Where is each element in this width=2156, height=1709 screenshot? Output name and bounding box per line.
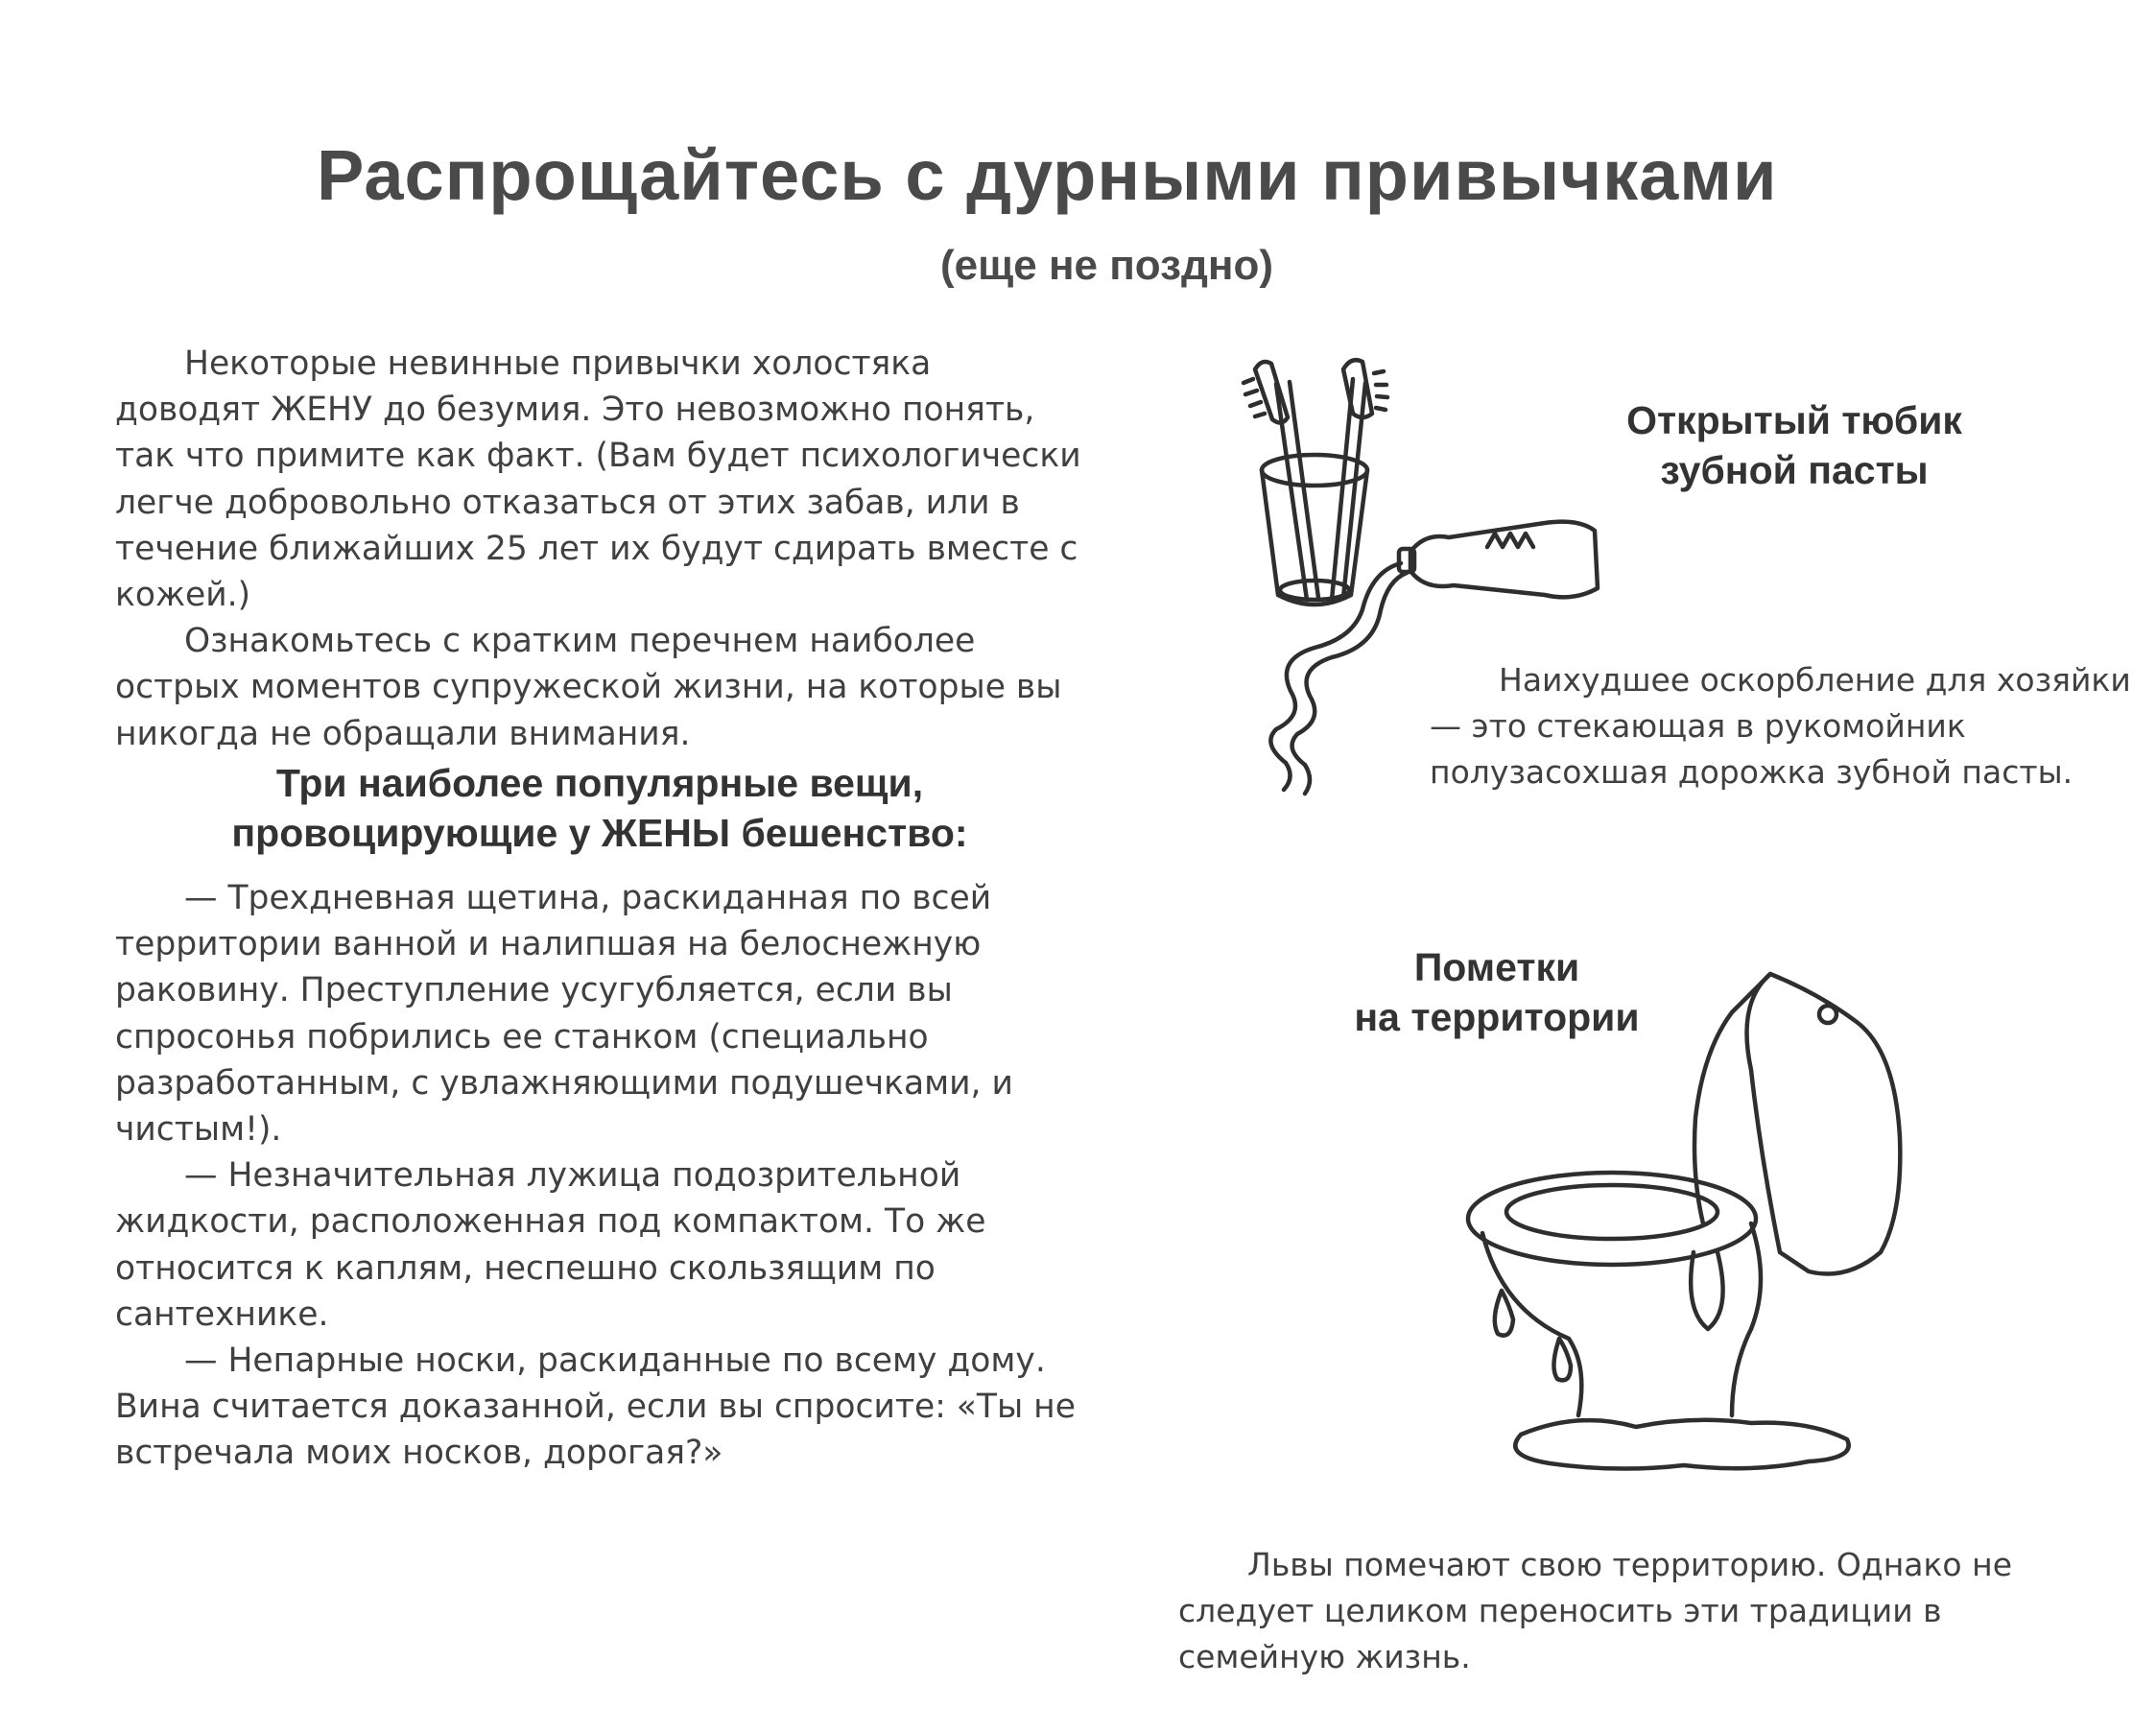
drop-2: [1553, 1339, 1571, 1380]
toilet-illustration: [1444, 964, 1943, 1483]
toothbrush-head-right: [1343, 360, 1372, 417]
drip-on-bowl: [1691, 1252, 1722, 1329]
section-heading-line-2: провоцирующие у ЖЕНЫ бешенство:: [231, 811, 968, 855]
page-title: Распрощайтесь с дурными привычками: [317, 135, 1778, 215]
drop-1: [1495, 1291, 1513, 1336]
habits-list: [115, 875, 1084, 1477]
section-heading: [115, 758, 1084, 858]
bowl-right-side: [1732, 1223, 1761, 1415]
toilet-drawing: [1444, 964, 1943, 1483]
toothpaste-tube: [1410, 522, 1598, 598]
marks-caption: [1178, 1542, 2023, 1680]
tube-crimp: [1487, 534, 1533, 547]
toothpaste-heading-line-2: зубной пасты: [1660, 448, 1929, 492]
toothpaste-heading: [1574, 395, 2015, 495]
toothpaste-caption: [1430, 657, 2144, 795]
toothbrush-handle-right: [1332, 379, 1353, 600]
list-item: — Непарные носки, раскиданные по всему дому. Вина считается доказанной, если вы спросите: «Ты не встречала моих носков, дорогая?»: [115, 1341, 1076, 1473]
toothpaste-heading-line-1: Открытый тюбик: [1626, 398, 1962, 442]
toothpaste-caption-text: Наихудшее оскорбление для хозяйки — это стекающая в рукомойник полузасохшая дорожка зубной пасты.: [1430, 661, 2131, 791]
intro-paragraph-2: Ознакомьтесь с кратким перечнем наиболее острых моментов супружеской жизни, на которые вы никогда не обращали внимания.: [115, 622, 1062, 753]
glass-rim: [1262, 455, 1367, 486]
marks-caption-text: Львы помечают свою территорию. Однако не следует целиком переносить эти традиции в семейную жизнь.: [1178, 1546, 2012, 1675]
puddle: [1515, 1420, 1848, 1469]
toilet-bowl-opening: [1506, 1185, 1718, 1239]
toothbrush-bristles-right: [1374, 371, 1387, 410]
intro-text: [115, 341, 1084, 757]
toilet-tank: [1747, 974, 1901, 1274]
list-item: — Незначительная лужица подозрительной жидкости, расположенная под компактом. То же относится к каплям, неспешно скользящим по сантехнике.: [115, 1156, 986, 1334]
marks-heading-line-2: на территории: [1354, 995, 1640, 1039]
marks-heading-line-1: Пометки: [1413, 945, 1580, 989]
section-heading-line-1: Три наиболее популярные вещи,: [275, 761, 924, 805]
toilet-lid-edge: [1694, 974, 1770, 1223]
page-subtitle: (еще не поздно): [940, 242, 1273, 289]
intro-paragraph-1: Некоторые невинные привычки холостяка доводят ЖЕНУ до безумия. Это невозможно понять, так что примите как факт. (Вам будет психологически легче добровольно отказаться от этих забав, или в течение ближайших 25 лет их будут сдирать вместе с кожей.): [115, 344, 1081, 615]
tank-button: [1819, 1006, 1836, 1023]
list-item: — Трехдневная щетина, раскиданная по всей территории ванной и налипшая на белоснежную раковину. Преступление усугубляется, если вы спросонья побрились ее станком (специально разработанным, с увлажняющими подушечками, и чистым!).: [115, 879, 1013, 1150]
